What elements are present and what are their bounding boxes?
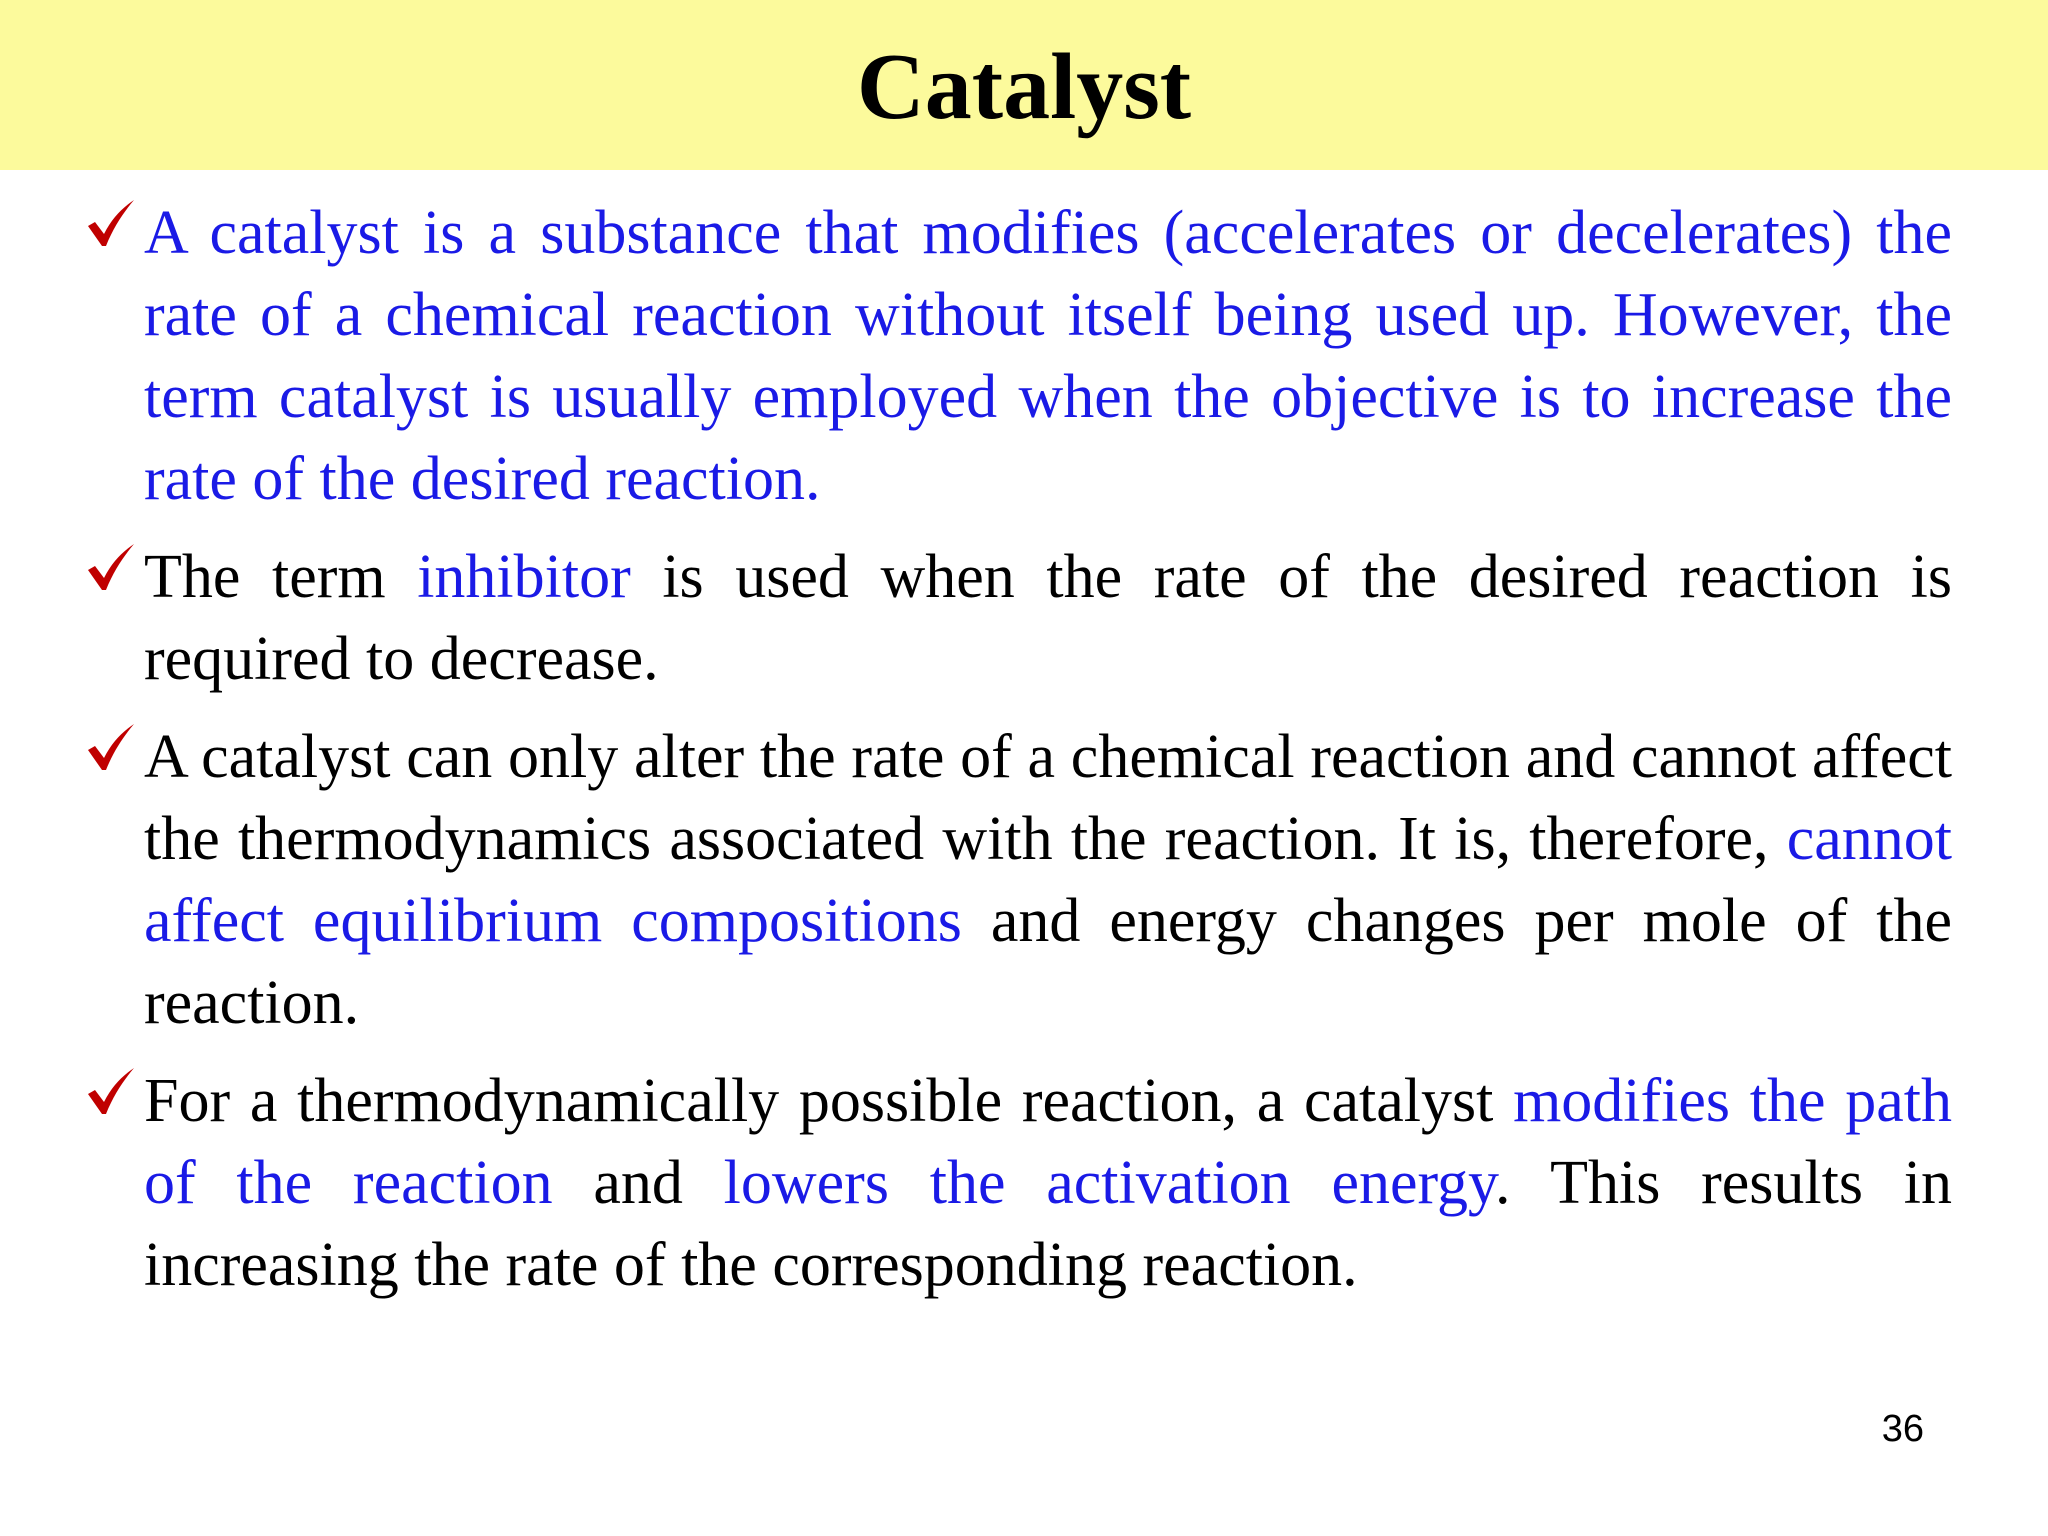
bullet-text: is used when the rate of the desired reaction is required to decrease. (144, 543, 1952, 693)
bullet-text: and energy changes per mole of the reaction. (144, 887, 1952, 1037)
page-number: 36 (1881, 1408, 1924, 1450)
highlight-term: cannot affect equilibrium compositions (144, 805, 1952, 955)
check-mark-icon (82, 720, 138, 776)
bullet-text: The term (144, 543, 418, 611)
slide-title: Catalyst (856, 35, 1192, 139)
bullet-text: A catalyst is a substance that modifies (accelerates or decelerates) the rate of a chemical reaction without itself being used up. However, the term catalyst is usually employed when the objective is to increase the rate of the desired reaction. (144, 199, 1952, 513)
bullet-list (82, 192, 1952, 1322)
bullet-text: . This results in increasing the rate of the corresponding reaction. (144, 1149, 1953, 1299)
bullet-item-thermodynamics (82, 716, 1952, 1044)
bullet-item-activation-energy (82, 1060, 1952, 1306)
check-mark-icon (82, 1064, 138, 1120)
check-mark-icon (82, 540, 138, 596)
check-mark-icon (82, 196, 138, 252)
highlight-term: modifies the path of the reaction (144, 1067, 1952, 1217)
highlight-term: inhibitor (417, 543, 631, 611)
bullet-text: and (552, 1149, 724, 1217)
bullet-item-catalyst-definition (82, 192, 1952, 520)
bullet-text: A catalyst can only alter the rate of a chemical reaction and cannot affect the thermodynamics associated with the reaction. It is, therefore, (144, 723, 1952, 873)
bullet-text: For a thermodynamically possible reaction, a catalyst (144, 1067, 1514, 1135)
title-band (0, 0, 2048, 170)
highlight-term: lowers the activation energy (723, 1149, 1495, 1217)
bullet-item-inhibitor (82, 536, 1952, 700)
